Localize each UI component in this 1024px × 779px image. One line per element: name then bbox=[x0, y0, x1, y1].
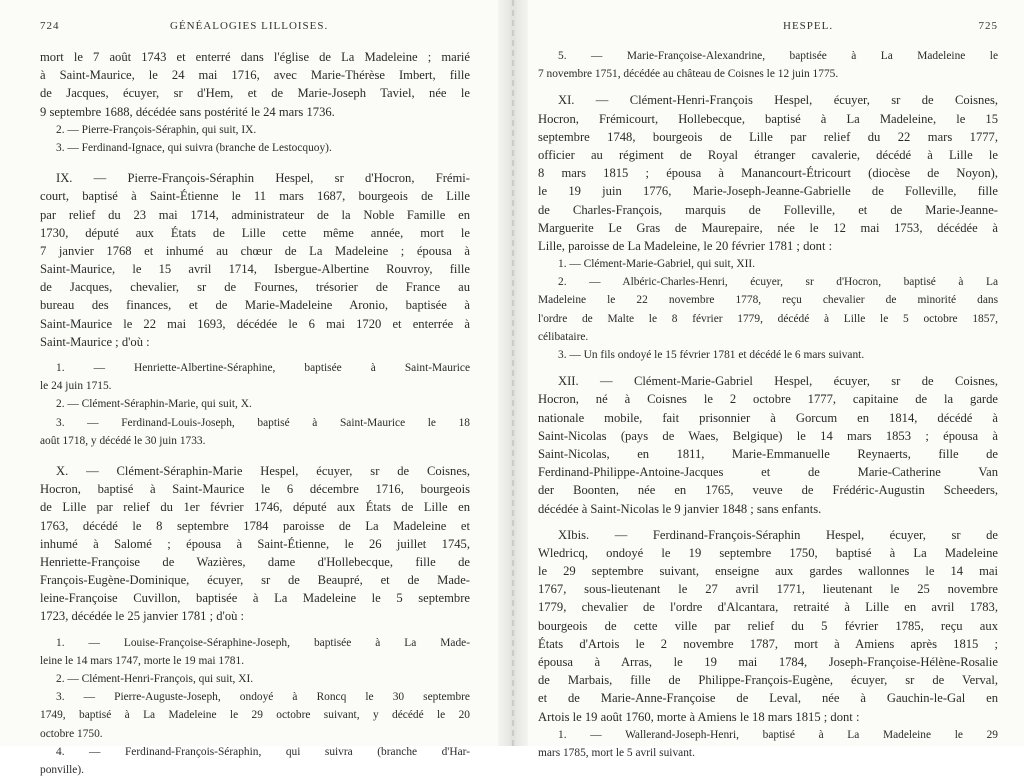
left-page-number: 724 bbox=[40, 20, 60, 32]
text-line: Saint-Maurice, le 15 avril 1714, Isbergue-Albertine Rouvroy, fille bbox=[40, 262, 470, 277]
text-line: septembre 1748, bourgeois de Lille par relief du 22 mars 1777, bbox=[538, 129, 998, 144]
list-item: l'ordre de Malte le 8 février 1779, décédé à Lille le 5 octobre 1857, bbox=[538, 312, 998, 325]
text-line: François-Eugène-Dominique, écuyer, sr de Beaupré, et de Made- bbox=[40, 573, 470, 588]
text-line: Saint-Maurice ; d'où : bbox=[40, 334, 150, 349]
text-line: 8 mars 1815 ; épousa à Manancourt-Étricourt (diocèse de Noyon), bbox=[538, 166, 998, 181]
list-item: Madeleine le 22 novembre 1778, reçu chevalier de minorité dans bbox=[538, 294, 998, 307]
section-heading-xi-bis: XIbis. — Ferdinand-François-Séraphin Hespel, écuyer, sr de bbox=[558, 527, 998, 542]
text-line: 7 janvier 1768 et inhumé au chœur de La Madeleine ; épousa à bbox=[40, 243, 470, 258]
text-line: nationale mobile, fait prisonnier à Gorcum en 1814, décédé à bbox=[538, 410, 998, 425]
list-item: célibataire. bbox=[538, 330, 589, 343]
text-line: leine-Françoise Cuvillon, baptisée à La Madeleine le 5 septembre bbox=[40, 591, 470, 606]
text-line: court, baptisé à Saint-Étienne le 11 mars 1687, bourgeois de Lille bbox=[40, 189, 470, 204]
text-line: par relief du 23 mai 1714, administrateur de la Noble Famille en bbox=[40, 207, 470, 222]
list-item: ponville). bbox=[40, 763, 84, 776]
list-item: 1. — Clément-Marie-Gabriel, qui suit, XII. bbox=[558, 258, 756, 271]
list-item: 3. — Pierre-Auguste-Joseph, ondoyé à Roncq le 30 septembre bbox=[56, 691, 470, 704]
list-item: août 1718, y décédé le 30 juin 1733. bbox=[40, 434, 206, 447]
text-line: Hocron, né à Coisnes le 2 octobre 1777, capitaine de la garde bbox=[538, 392, 998, 407]
text-line: 1723, décédée le 25 janvier 1781 ; d'où : bbox=[40, 609, 245, 624]
text-line: de Jacques, écuyer, sr d'Hem, et de Marie-Joseph Taviel, née le bbox=[40, 86, 470, 101]
paragraph-gap bbox=[40, 157, 470, 169]
text-line: à Saint-Maurice, le 24 mai 1716, avec Marie-Thérèse Imbert, fille bbox=[40, 68, 470, 83]
text-line: Hocron, Frémicourt, Hollebecque, baptisé à La Madeleine, le 15 bbox=[538, 111, 998, 126]
gutter-crease bbox=[512, 0, 514, 746]
text-line: der Boonten, née en 1765, veuve de Frédéric-Augustin Scheeders, bbox=[538, 483, 998, 498]
list-item: 2. — Clément-Henri-François, qui suit, XI. bbox=[56, 673, 254, 685]
text-line: Ferdinand-Philippe-Antoine-Jacques et de Marie-Catherine Van bbox=[538, 465, 998, 480]
paragraph-gap bbox=[538, 83, 998, 91]
text-line: inhumé à Salomé ; épousa à Saint-Étienne, le 26 juillet 1745, bbox=[40, 536, 470, 551]
text-line: officier au régiment de Royal étranger cavalerie, décédé à Lille le bbox=[538, 147, 998, 162]
text-line: 9 septembre 1688, décédée sans postérité le 24 mars 1736. bbox=[40, 104, 335, 119]
text-line: Lille, paroisse de La Madeleine, le 20 février 1781 ; dont : bbox=[538, 238, 833, 253]
text-line: Marguerite Le Gras de Maurepaire, née le 12 mai 1753, décédée à bbox=[538, 220, 998, 235]
right-page-body bbox=[538, 47, 998, 762]
text-line: Henriette-Françoise de Wazières, dame d'Hollebecque, fille de bbox=[40, 554, 470, 569]
text-line: Saint-Nicolas (pays de Waes, Belgique) le 14 mars 1853 ; épousa à bbox=[538, 428, 998, 443]
text-line: bureau des finances, et de Marie-Madeleine Aronio, baptisée à bbox=[40, 298, 470, 313]
list-item: 3. — Un fils ondoyé le 15 février 1781 et décédé le 6 mars suivant. bbox=[558, 349, 865, 361]
section-heading-x: X. — Clément-Séraphin-Marie Hespel, écuyer, sr de Coisnes, bbox=[56, 463, 470, 478]
list-item: 1. — Louise-Françoise-Séraphine-Joseph, baptisée à La Made- bbox=[56, 636, 470, 649]
paragraph-gap bbox=[40, 351, 470, 359]
text-line: États d'Artois le 2 novembre 1787, mort à Amiens après 1815 ; bbox=[538, 636, 998, 651]
text-line: et de Marie-Anne-Françoise de Leval, née à Gauchin-le-Gal en bbox=[538, 691, 998, 706]
text-line: de Lille par relief du 1er février 1746, député aux États de Lille en bbox=[40, 500, 470, 515]
section-heading-xii: XII. — Clément-Marie-Gabriel Hespel, écuyer, sr de Coisnes, bbox=[558, 374, 998, 389]
text-line: de Jacques, chevalier, sr de Fournes, trésorier de France au bbox=[40, 280, 470, 295]
text-line: 1763, décédé le 8 septembre 1784 paroisse de La Madeleine et bbox=[40, 518, 470, 533]
paragraph-gap bbox=[538, 364, 998, 372]
list-item: 5. — Marie-Françoise-Alexandrine, baptisée à La Madeleine le bbox=[558, 50, 998, 62]
list-item: 3. — Ferdinand-Ignace, qui suivra (branche de Lestocquoy). bbox=[56, 141, 332, 154]
text-line: de Charles-François, marquis de Folleville, et de Marie-Jeanne- bbox=[538, 202, 998, 217]
text-line: Hocron, baptisé à Saint-Maurice le 6 décembre 1716, bourgeois bbox=[40, 482, 470, 497]
text-line: 1779, chevalier de l'ordre d'Alcantara, retraité à Lille en avril 1783, bbox=[538, 600, 998, 615]
list-item: leine le 14 mars 1747, morte le 19 mai 1781. bbox=[40, 654, 245, 667]
text-line: le 29 septembre suivant, enseigne aux gardes wallonnes le 14 mai bbox=[538, 564, 998, 579]
text-line: décédée à Saint-Nicolas le 9 janvier 1848 ; sans enfants. bbox=[538, 501, 822, 516]
list-item: mars 1785, mort le 5 avril suivant. bbox=[538, 746, 695, 759]
right-page-number: 725 bbox=[978, 20, 998, 32]
text-line: mort le 7 août 1743 et enterré dans l'église de La Madeleine ; marié bbox=[40, 50, 470, 64]
text-line: Artois le 19 août 1760, morte à Amiens le 18 mars 1815 ; dont : bbox=[538, 709, 860, 724]
text-line: le 19 juin 1776, Marie-Joseph-Jeanne-Gabrielle de Folleville, fille bbox=[538, 184, 998, 199]
section-heading-ix: IX. — Pierre-François-Séraphin Hespel, sr d'Hocron, Frémi- bbox=[56, 171, 470, 186]
text-line: de Marbais, fille de Philippe-François-Eugène, écuyer, sr de Verval, bbox=[538, 673, 998, 688]
list-item: 1749, baptisé à La Madeleine le 29 octobre suivant, y décédé le 20 bbox=[40, 709, 470, 722]
list-item: 3. — Ferdinand-Louis-Joseph, baptisé à Saint-Maurice le 18 bbox=[56, 416, 470, 429]
right-running-title: HESPEL. bbox=[783, 20, 834, 32]
list-item: 2. — Albéric-Charles-Henri, écuyer, sr d'Hocron, baptisé à La bbox=[558, 276, 998, 289]
text-line: épousa à Arras, le 19 mai 1784, Joseph-Françoise-Hélène-Rosalie bbox=[538, 655, 998, 669]
text-line: Wledricq, ondoyé le 19 septembre 1750, baptisé à La Madeleine bbox=[538, 545, 998, 560]
list-item: 2. — Clément-Séraphin-Marie, qui suit, X. bbox=[56, 398, 252, 411]
left-page-body bbox=[40, 48, 470, 779]
section-heading-xi: XI. — Clément-Henri-François Hespel, écuyer, sr de Coisnes, bbox=[558, 93, 998, 108]
paragraph-gap bbox=[40, 450, 470, 462]
right-page bbox=[538, 0, 998, 759]
list-item: 2. — Pierre-François-Séraphin, qui suit, IX. bbox=[56, 123, 257, 136]
list-item: 4. — Ferdinand-François-Séraphin, qui suivra (branche d'Har- bbox=[56, 745, 470, 758]
right-running-head bbox=[538, 20, 998, 36]
list-item: 1. — Henriette-Albertine-Séraphine, baptisée à Saint-Maurice bbox=[56, 362, 470, 374]
list-item: le 24 juin 1715. bbox=[40, 380, 112, 393]
text-line: Saint-Nicolas, en 1811, Marie-Emmanuelle Reynaerts, fille de bbox=[538, 446, 998, 461]
list-item: octobre 1750. bbox=[40, 727, 103, 740]
list-item: 7 novembre 1751, décédée au château de Coisnes le 12 juin 1775. bbox=[538, 68, 839, 81]
text-line: 1730, député aux États de Lille cette même année, mort le bbox=[40, 225, 470, 240]
left-page bbox=[40, 0, 470, 776]
left-running-title: GÉNÉALOGIES LILLOISES. bbox=[170, 20, 329, 32]
text-line: Saint-Maurice le 22 mai 1693, décédée le 6 mai 1720 et enterrée à bbox=[40, 316, 470, 331]
paragraph-gap bbox=[40, 626, 470, 634]
text-line: bourgeois de cette ville par relief du 5 février 1785, reçu aux bbox=[538, 618, 998, 633]
text-line: 1767, sous-lieutenant le 27 avril 1771, lieutenant le 25 novembre bbox=[538, 582, 998, 597]
left-running-head bbox=[40, 20, 470, 36]
paragraph-gap bbox=[538, 518, 998, 526]
list-item: 1. — Wallerand-Joseph-Henri, baptisé à La Madeleine le 29 bbox=[558, 728, 998, 741]
